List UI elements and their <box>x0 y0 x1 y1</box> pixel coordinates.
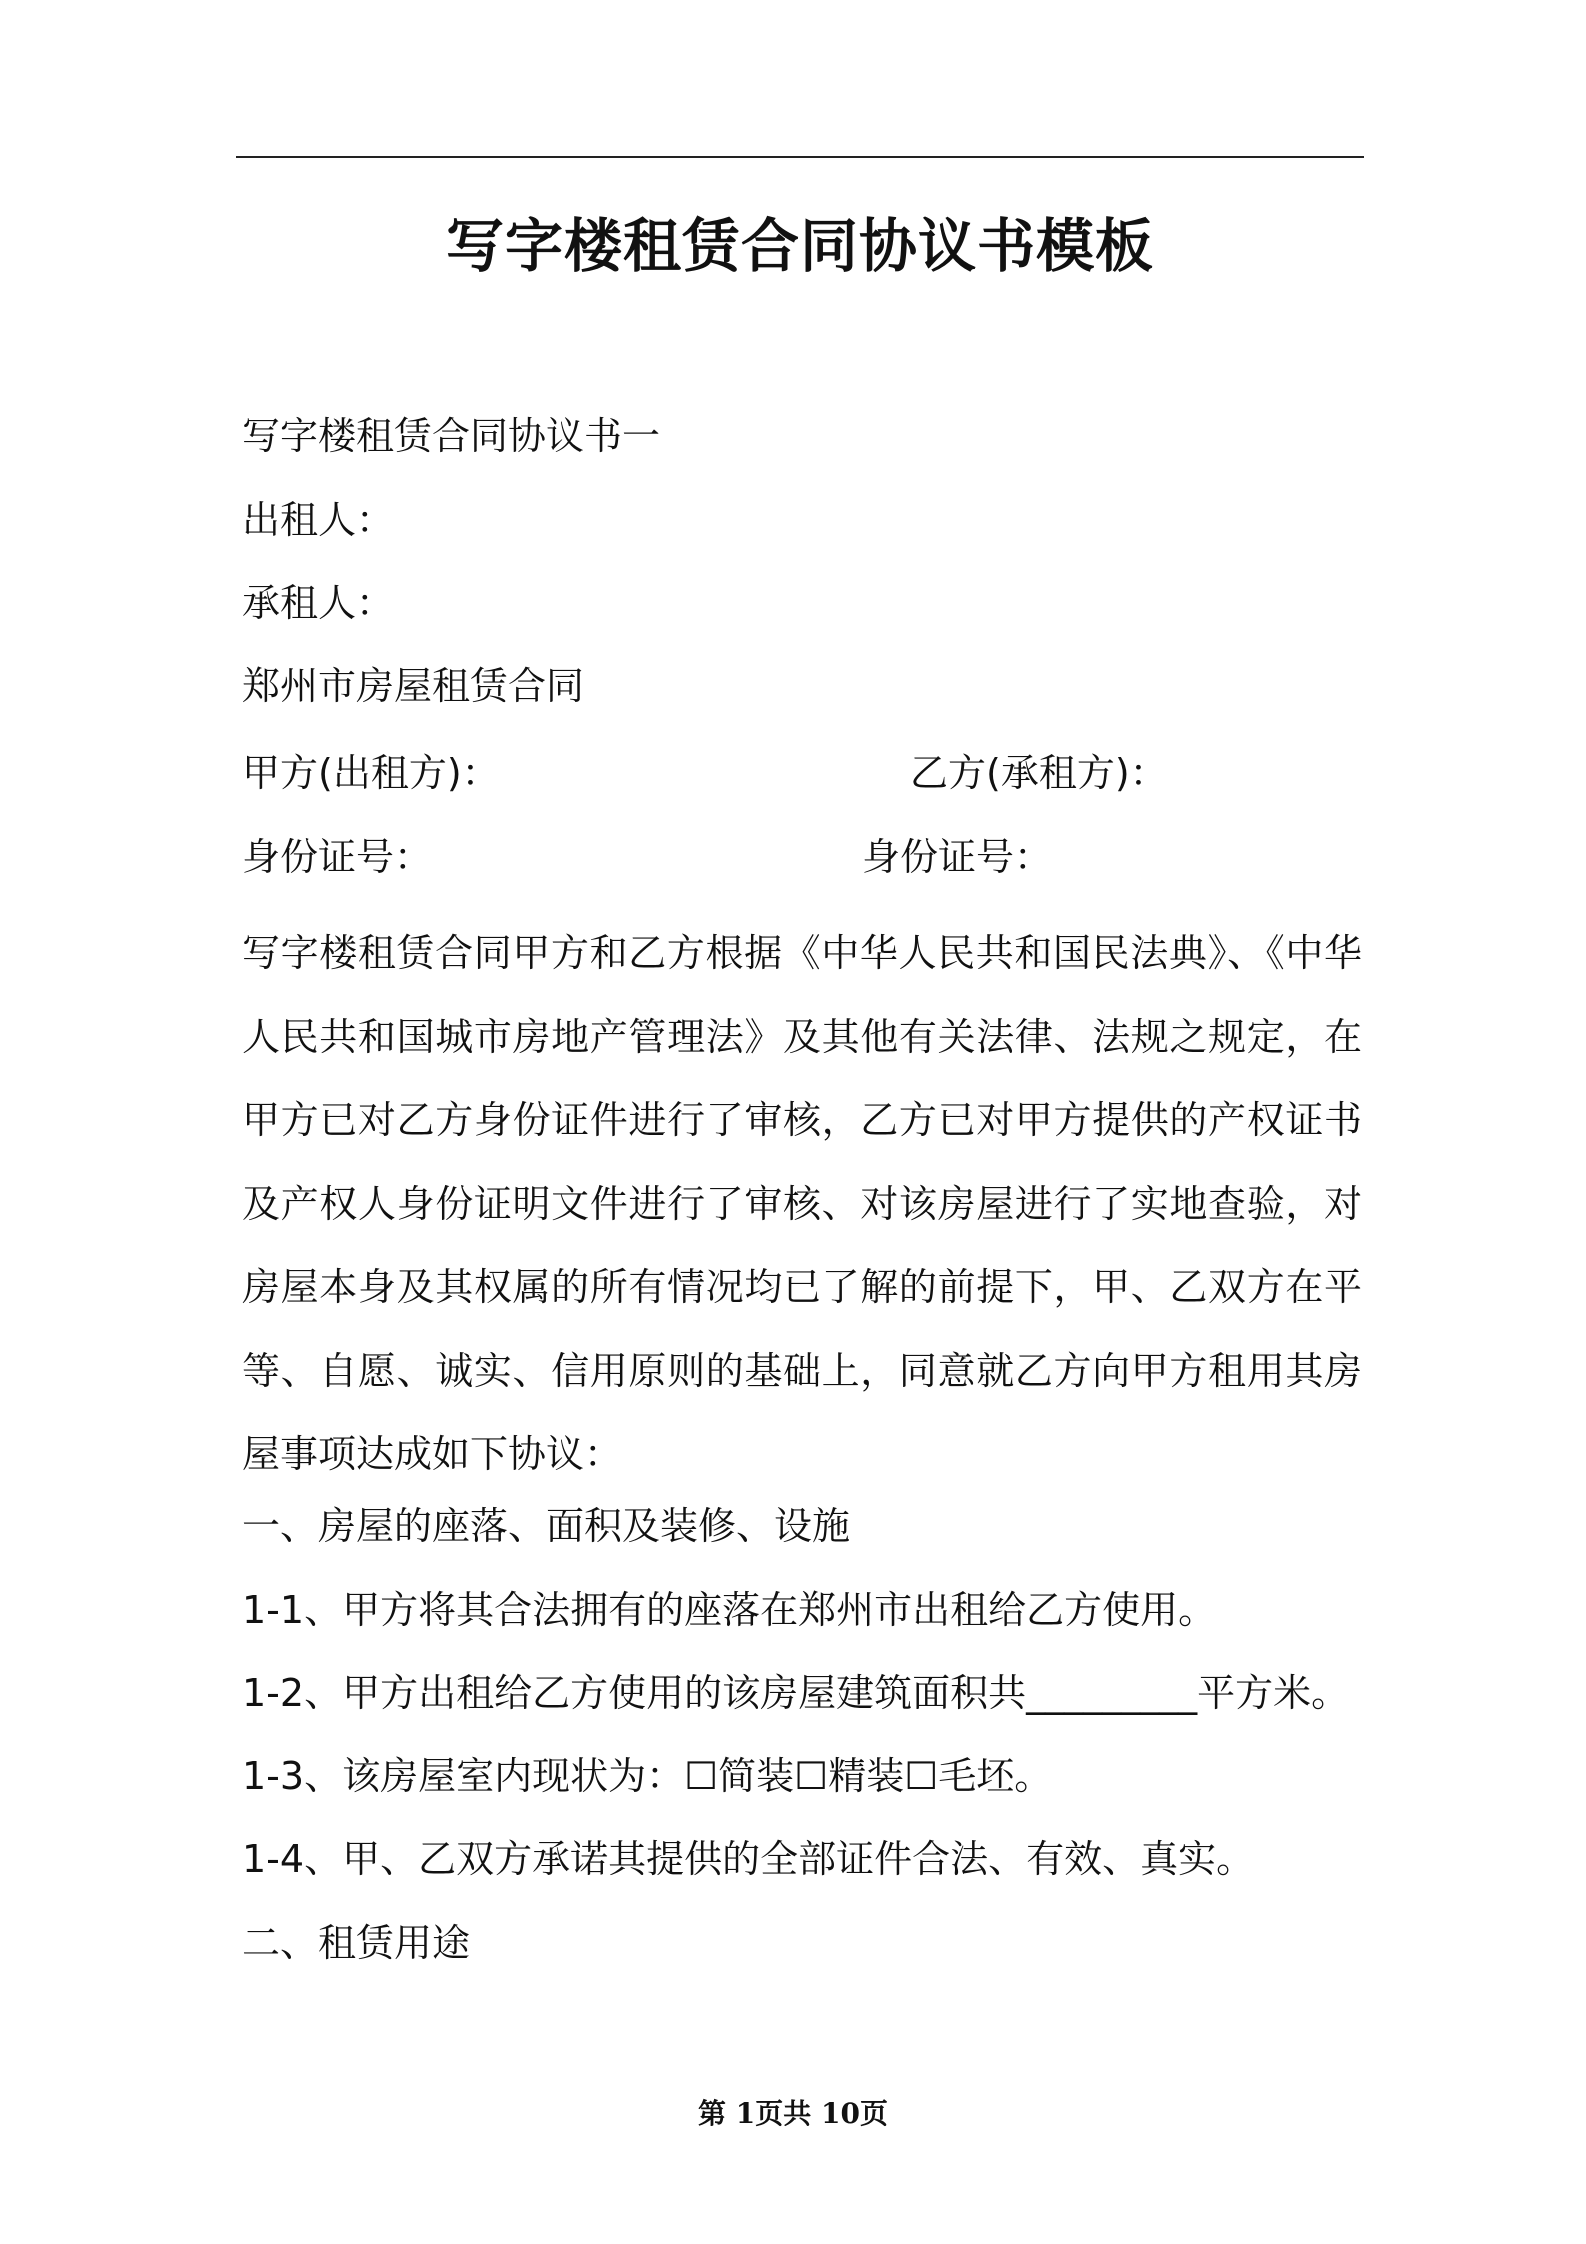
header-rule <box>236 156 1364 158</box>
document-subtitle: 写字楼租赁合同协议书一 <box>242 414 661 458</box>
document-title: 写字楼租赁合同协议书模板 <box>445 212 1154 280</box>
page-number: 第 1页共 10页 <box>698 2097 888 2130</box>
id-a-label: 身份证号： <box>242 835 433 879</box>
id-b-label: 身份证号： <box>862 835 1053 879</box>
party-b-label: 乙方(承租方)： <box>910 751 1168 795</box>
preamble-paragraph: 写字楼租赁合同甲方和乙方根据《中华人民共和国民法典》、《中华人民共和国城市房地产管理法》及其他有关法律、法规之规定，在甲方已对乙方身份证件进行了审核，乙方已对甲方提供的产权证书及产权人身份证明文件进行了审核、对该房屋进行了实地查验，对房屋本身及其权属的所有情况均已了解的前提下，甲、乙双方在平等、自愿、诚实、信用原则的基础上，同意就乙方向甲方租用其房屋事项达成如下协议： <box>242 931 1362 1476</box>
clause-1-3: 1-3、该房屋室内现状为：☐简装☐精装☐毛坯。 <box>242 1754 1053 1798</box>
lessee-label: 承租人： <box>242 581 395 625</box>
contract-name: 郑州市房屋租赁合同 <box>242 664 585 708</box>
lessor-label: 出租人： <box>242 498 395 542</box>
clause-1-2: 1-2、甲方出租给乙方使用的该房屋建筑面积共_________平方米。 <box>242 1671 1350 1715</box>
clause-1-1: 1-1、甲方将其合法拥有的座落在郑州市出租给乙方使用。 <box>242 1588 1217 1632</box>
party-a-label: 甲方(出租方)： <box>242 751 500 795</box>
clause-1-4: 1-4、甲、乙双方承诺其提供的全部证件合法、有效、真实。 <box>242 1837 1255 1881</box>
section-2-heading: 二、租赁用途 <box>242 1921 471 1965</box>
section-1-heading: 一、房屋的座落、面积及装修、设施 <box>242 1504 851 1548</box>
